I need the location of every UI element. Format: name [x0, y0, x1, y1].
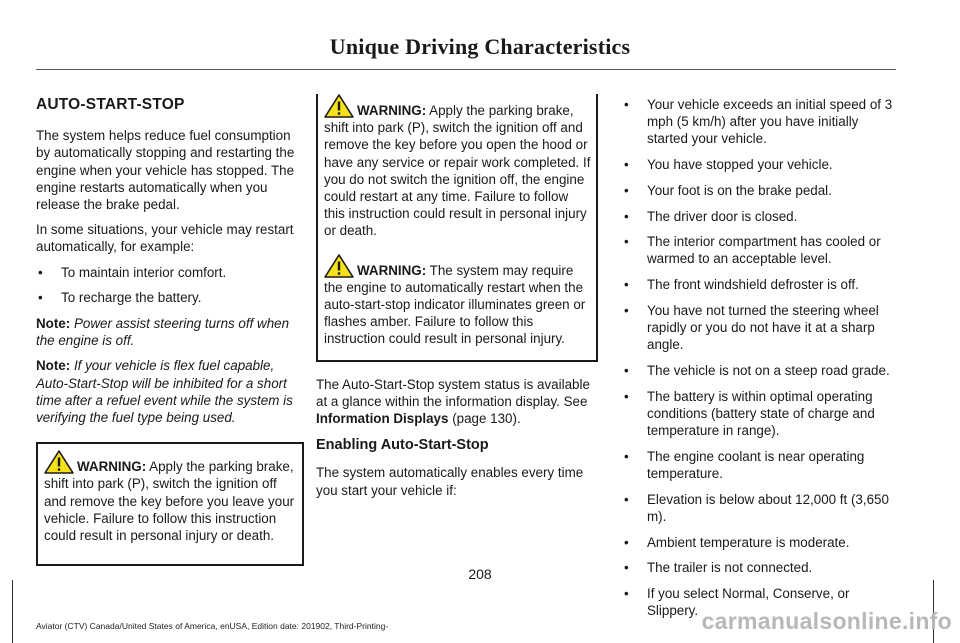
list-item: • The interior compartment has cooled or warmed to an acceptable level. — [622, 233, 896, 267]
warning-paragraph — [324, 254, 592, 348]
restart-reasons-list — [36, 264, 304, 306]
status-text: The Auto-Start-Stop system status is available at a glance within the information display. See — [316, 376, 590, 409]
list-item: • To recharge the battery. — [36, 289, 304, 306]
warning-paragraph — [324, 94, 592, 240]
note-label: Note: — [36, 316, 71, 332]
list-item: • You have stopped your vehicle. — [622, 156, 896, 173]
warning-box — [316, 94, 598, 362]
warning-triangle-icon — [324, 94, 354, 118]
subsection-title: Enabling Auto-Start-Stop — [316, 437, 489, 454]
intro-paragraph: The system helps reduce fuel consumption by automatically stopping and restarting the engine when your vehicle has stopped. The engine restarts automatically when you release the brake pedal. — [36, 128, 295, 213]
page-reference: (page 130). — [452, 411, 521, 427]
footer-edition-text: Aviator (CTV) Canada/United States of America, enUSA, Edition date: 201902, Third-Printing- — [36, 621, 389, 631]
header-divider — [36, 69, 896, 70]
column-3 — [622, 96, 896, 628]
note-label: Note: — [36, 358, 71, 374]
page-header-title: Unique Driving Characteristics — [329, 34, 631, 59]
restart-paragraph: In some situations, your vehicle may restart automatically, for example: — [36, 222, 294, 255]
watermark-logo: carmanualsonline.info — [701, 608, 952, 634]
warning-text: The system may require the engine to automatically restart when the auto-start-stop indicator illuminates green or flashes amber. Failure to follow this instruction could result in personal injury. — [324, 262, 586, 347]
enable-conditions-list — [622, 96, 896, 619]
page-number: 208 — [468, 566, 492, 582]
list-item: • You have not turned the steering wheel rapidly or you do not have it at a sharp angle. — [622, 302, 896, 354]
list-item: • Elevation is below about 12,000 ft (3,650 m). — [622, 491, 896, 525]
note-steering — [36, 315, 304, 349]
list-item: • The vehicle is not on a steep road grade. — [622, 362, 896, 379]
warning-triangle-icon — [44, 450, 74, 474]
list-item: • The trailer is not connected. — [622, 559, 896, 576]
warning-label: WARNING: — [77, 459, 147, 475]
enable-paragraph: The system automatically enables every time you start your vehicle if: — [316, 465, 584, 498]
crop-mark-left — [12, 580, 13, 643]
note-text: Power assist steering turns off when the engine is off. — [36, 316, 290, 349]
list-item: • The engine coolant is near operating temperature. — [622, 448, 896, 482]
note-flex-fuel — [36, 357, 304, 426]
list-item: • The battery is within optimal operating conditions (battery state of charge and temperature in range). — [622, 388, 896, 440]
column-1 — [36, 92, 304, 576]
warning-paragraph — [44, 450, 298, 544]
list-item: • To maintain interior comfort. — [36, 264, 304, 281]
list-item: • If you select Normal, Conserve, or Slippery. — [622, 585, 896, 619]
list-item: • The driver door is closed. — [622, 208, 896, 225]
warning-label: WARNING: — [357, 103, 427, 118]
information-displays-link[interactable]: Information Displays — [316, 411, 449, 427]
status-paragraph — [316, 376, 598, 428]
note-text: If your vehicle is flex fuel capable, Auto-Start-Stop will be inhibited for a short time after a refuel event while the system is verifying the fuel type being used. — [36, 358, 293, 426]
list-item: • Your foot is on the brake pedal. — [622, 182, 896, 199]
warning-box — [36, 442, 304, 566]
list-item: • Ambient temperature is moderate. — [622, 534, 896, 551]
warning-text: Apply the parking brake, shift into park (P), switch the ignition off and remove the key before you leave your vehicle. Failure to follow this instruction could result in personal injury or death. — [44, 459, 295, 544]
list-item: • The front windshield defroster is off. — [622, 276, 896, 293]
list-item: • Your vehicle exceeds an initial speed of 3 mph (5 km/h) after you have initially started your vehicle. — [622, 96, 896, 148]
section-title: AUTO-START-STOP — [36, 96, 185, 113]
warning-text: Apply the parking brake, shift into park (P), switch the ignition off and remove the key before you open the hood or have any service or repair work completed. If you do not switch the ignition off, the engine could restart at any time. Failure to follow this instruction could result in personal injury or death. — [324, 103, 591, 239]
warning-triangle-icon — [324, 254, 354, 278]
warning-label: WARNING: — [357, 262, 427, 278]
column-2 — [316, 94, 598, 507]
